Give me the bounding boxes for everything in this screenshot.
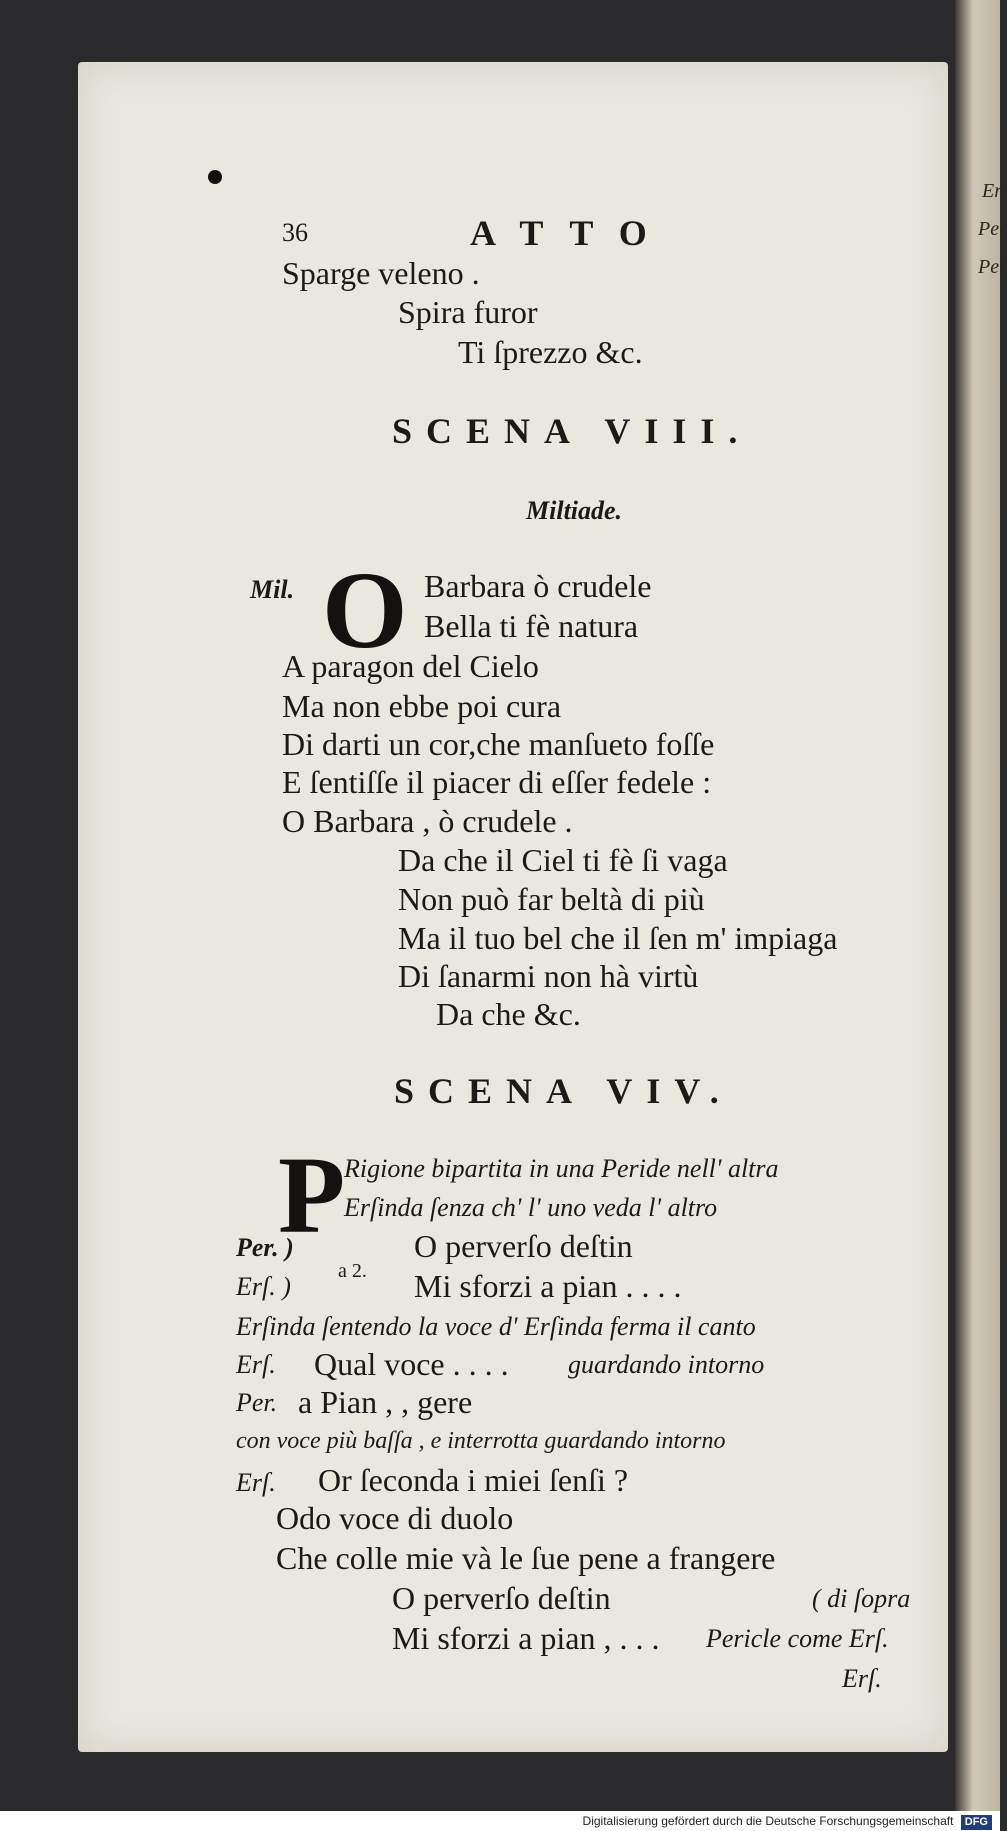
credit-text: Digitalisierung gefördert durch die Deutsche Forschungsgemeinschaft [582,1814,954,1828]
duet-marker: a 2. [338,1260,367,1282]
verse-line: Spira furor [398,294,538,330]
verse-line: Sparge veleno . [282,255,480,291]
verse-line: Ma il tuo bel che il ſen m' impiaga [398,920,838,956]
character-name: Miltiade. [526,496,623,525]
speaker-label: Erſ. [236,1350,276,1379]
verse-line: A paragon del Cielo [282,648,539,684]
verse-line: Di darti un cor,che manſueto foſſe [282,726,715,762]
scene-heading: SCENA VIII. [392,411,752,451]
speaker-label: Erſ. ) [236,1272,291,1301]
stage-direction: con voce più baſſa , e interrotta guardando intorno [236,1428,726,1454]
verse-line: Qual voce . . . . [314,1346,509,1382]
spine-fragment: Per [978,256,1007,278]
verse-line: Or ſeconda i miei ſenſi ? [318,1462,629,1498]
catchword: Erſ. [842,1664,882,1693]
verse-line: Odo voce di duolo [276,1500,514,1536]
scene-heading: SCENA VIV. [394,1071,733,1111]
verse-line: Mi sforzi a pian . . . . [414,1268,682,1304]
verse-line: E ſentiſſe il piacer di eſſer fedele : [282,764,712,800]
stage-direction: Erſinda ſenza ch' l' uno veda l' altro [344,1193,718,1222]
drop-cap: P [278,1134,346,1256]
speaker-label: Per. ) [236,1233,294,1262]
speaker-label: Per. [236,1388,278,1417]
stage-direction: Erſinda ſentendo la voce d' Erſinda ferma il canto [236,1312,756,1341]
dfg-logo: DFG [961,1815,992,1830]
verse-line: Bella ti fè natura [424,608,639,644]
page-number: 36 [282,218,308,247]
running-head: ATTO [470,213,673,253]
stage-direction: Rigione bipartita in una Peride nell' altra [344,1154,779,1183]
spine-fragment: Er [982,180,1002,202]
verse-line: Mi sforzi a pian , . . . [392,1620,660,1656]
speaker-label: Erſ. [236,1468,276,1497]
verse-line: Di ſanarmi non hà virtù [398,958,699,994]
verse-line: Che colle mie và le ſue pene a frangere [276,1540,776,1576]
verse-line: Da che il Ciel ti fè ſi vaga [398,842,728,878]
spine-fragment: Per [978,218,1007,240]
drop-cap: O [322,549,408,671]
verse-line: Da che &c. [436,996,581,1032]
verse-line: a Pian , , gere [298,1384,473,1420]
stage-direction: ( di ſopra [812,1584,911,1613]
verse-line: Non può far beltà di più [398,881,705,917]
ink-blot [208,170,222,184]
verse-line: O perverſo deſtin [392,1580,611,1616]
stage-direction: guardando intorno [568,1350,765,1379]
verse-line: O Barbara , ò crudele . [282,803,573,839]
verse-line: O perverſo deſtin [414,1228,633,1264]
speaker-label: Mil. [250,575,295,604]
digitization-credit [0,1811,1000,1831]
verse-line: Ti ſprezzo &c. [458,334,643,370]
verse-line: Barbara ò crudele [424,568,652,604]
stage-direction: Pericle come Erſ. [706,1624,889,1653]
verse-line: Ma non ebbe poi cura [282,688,562,724]
